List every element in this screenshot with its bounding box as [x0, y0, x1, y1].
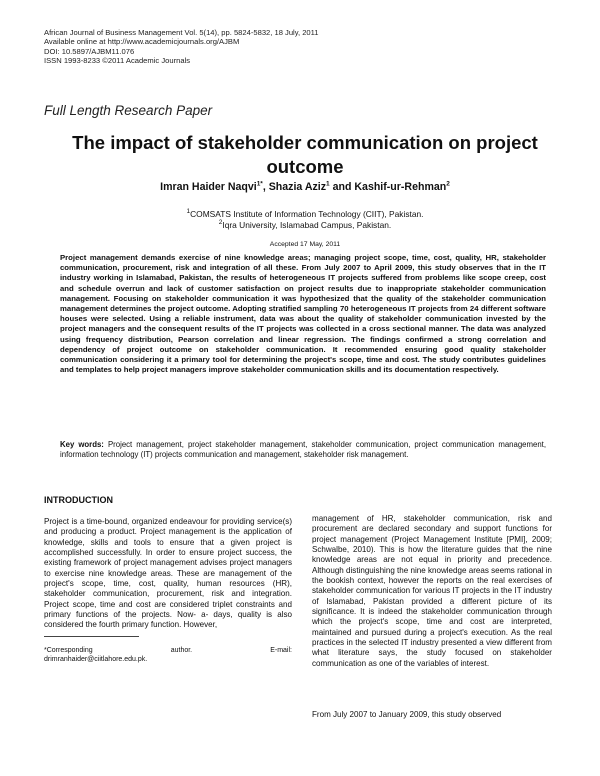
author-list: [60, 181, 550, 193]
author-affil-mark: 1: [326, 180, 330, 188]
affiliation: $^1$COMSATS Institute of Information Technology (CIIT), Pakistan.: [186, 208, 424, 219]
journal-citation: African Journal of Business Management Vol. 5(14), pp. 5824-5832, 18 July, 2011: [44, 28, 319, 37]
keywords-text: Project management, project stakeholder management, stakeholder communication, project communication management, information technology (IT) projects communication and management, stakeholder risk management.: [60, 440, 547, 460]
affiliation: $^2$Iqra University, Islamabad Campus, Pakistan.: [218, 219, 392, 230]
journal-url: Available online at http://www.academicjournals.org/AJBM: [44, 37, 240, 47]
body-text-right-column: management of HR, stakeholder communication, risk and procurement are declared secondary and support functions for project management (Project Management Institute [PMI], 2009; Schwalbe, 2010). This is how the literature guides that the nine knowledge areas are not equal in priority and precedence. Although distinguishing the nine knowledge areas seems rational in the bookish context, however the reports on the real exercises of stakeholder communication for various IT projects in the IT industry of Islamabad, Pakistan provided a different picture of its significance. It is indeed the stakeholder communication through which the project's scope, time and cost are interpreted, maintained and pursued during a project's execution. As the real practices in the selected IT industry presented a view different from what literature says, the study focused on stakeholder communication as one of the variables of interest.: [312, 514, 552, 668]
footnote-divider: [44, 636, 139, 637]
footnote-email-label: E-mail:: [270, 647, 292, 654]
paper-title: The impact of stakeholder communication on project outcome: [72, 132, 538, 177]
affiliations: [60, 209, 550, 231]
abstract: Project management demands exercise of nine knowledge areas; managing project scope, time, cost, quality, HR, stakeholder communication, procurement, risk and integration of all these. From July 2007 to April 2009, this study observes that in the IT industry working in Islamabad, Pakistan, the results of heterogeneous IT projects suffered from problems like scope creep, cost and schedule overrun and lack of customer satisfaction on project results due to inappropriate stakeholder communication management. Focusing on stakeholder communication it was hypothesized that the quality of the stakeholder communication management determines the project outcome. Adopting stratified sampling 70 heterogeneous IT projects from 24 different software houses were selected. Using a reliable instrument, data was about the quality of stakeholder communication invested by the project managers and the consequent results of the IT projects was collected in a cross sectional manner. The data was analyzed using frequency distribution, Pearson correlation and linear regression. The findings confirmed a strong correlation and dependency of project outcome on stakeholder communication. It recommended ensuring good quality stakeholder communication considering it a primary tool for determining the project's scope, time and cost. The study contributes guidelines and templates to help project managers improve stakeholder communication skills and its documentation respectively.: [60, 253, 546, 375]
paper-type-label: Full Length Research Paper: [44, 103, 213, 118]
author-affil-mark: 1*: [256, 180, 263, 188]
author-name: Shazia Aziz: [268, 181, 327, 193]
accepted-date: Accepted 17 May, 2011: [269, 241, 341, 248]
body-text-left-column: Project is a time-bound, organized endeavour for providing service(s) and producing a product. Project management is the application of knowledge, skills and tools to ensure that a given project is accomplished successfully. In order to ensure project success, the existing framework of project management advises project managers to exercise nine knowledge areas. These are management of the project's scope, time, cost, quality, human resources (HR), stakeholder communication, procurement, risk and integration. Project scope, time and cost are considered triplet constraints and primary functions of the projects. Now- a- days, quality is also considered the fourth primary function. However,: [44, 517, 292, 630]
author-name: Kashif-ur-Rehman: [354, 181, 447, 193]
keywords-label: Key words:: [60, 440, 104, 449]
footnote-author: author.: [170, 647, 193, 654]
footnote-email: drimranhaider@ciitlahore.edu.pk.: [44, 656, 148, 663]
footnote-corresponding: *Corresponding: [44, 647, 93, 654]
keywords: [60, 440, 546, 460]
doi: DOI: 10.5897/AJBM11.076: [44, 46, 135, 56]
section-heading: INTRODUCTION: [44, 495, 113, 505]
author-affil-mark: 2: [446, 180, 450, 188]
author-separator: and: [329, 181, 355, 193]
author-separator: ,: [262, 181, 269, 193]
journal-header: [44, 28, 564, 66]
author-name: Imran Haider Naqvi: [160, 181, 257, 193]
footnote: [44, 646, 292, 664]
body-text-right-continuation: From July 2007 to January 2009, this study observed: [312, 710, 502, 719]
issn: ISSN 1993-8233 ©2011 Academic Journals: [44, 56, 191, 66]
